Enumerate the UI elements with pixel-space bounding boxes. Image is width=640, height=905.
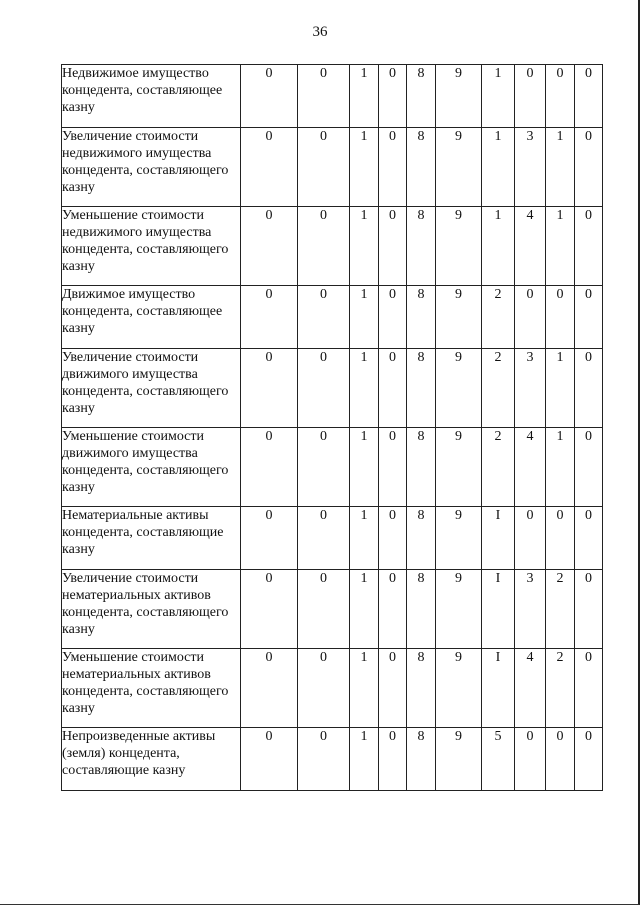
- code-digit: 0: [379, 286, 407, 349]
- code-digit: 9: [436, 349, 482, 428]
- code-digit: 0: [379, 65, 407, 128]
- code-digit: 0: [379, 507, 407, 570]
- code-digit: 0: [546, 507, 575, 570]
- code-digit: 2: [546, 649, 575, 728]
- table-row: [62, 128, 603, 207]
- code-digit: 0: [575, 428, 603, 507]
- table-row: [62, 65, 603, 128]
- code-digit: 0: [575, 649, 603, 728]
- code-digit: 9: [436, 286, 482, 349]
- code-digit: 0: [515, 65, 546, 128]
- row-label: Нематериальные активы концедента, составляющие казну: [62, 507, 241, 570]
- code-digit: 9: [436, 649, 482, 728]
- table-row: [62, 349, 603, 428]
- code-digit: 9: [436, 128, 482, 207]
- code-digit: 9: [436, 428, 482, 507]
- code-digit: 2: [482, 428, 515, 507]
- code-digit: 1: [350, 286, 379, 349]
- code-digit: 8: [407, 507, 436, 570]
- code-digit: 0: [298, 507, 350, 570]
- code-digit: 1: [482, 207, 515, 286]
- code-digit: 0: [298, 428, 350, 507]
- code-digit: 0: [379, 128, 407, 207]
- code-digit: 9: [436, 207, 482, 286]
- code-digit: 0: [379, 207, 407, 286]
- code-digit: 1: [350, 428, 379, 507]
- row-label: Уменьшение стоимости нематериальных активов концедента, составляющего казну: [62, 649, 241, 728]
- row-label: Увеличение стоимости нематериальных активов концедента, составляющего казну: [62, 570, 241, 649]
- code-digit: 0: [241, 286, 298, 349]
- row-label: Недвижимое имущество концедента, составляющее казну: [62, 65, 241, 128]
- code-digit: 0: [379, 728, 407, 791]
- code-digit: 1: [350, 728, 379, 791]
- code-digit: 0: [515, 728, 546, 791]
- code-digit: 2: [482, 286, 515, 349]
- code-digit: 0: [241, 65, 298, 128]
- code-digit: 9: [436, 570, 482, 649]
- code-digit: 1: [350, 507, 379, 570]
- code-digit: 8: [407, 649, 436, 728]
- code-digit: 1: [546, 349, 575, 428]
- code-digit: 4: [515, 428, 546, 507]
- code-digit: 0: [379, 649, 407, 728]
- code-digit: 9: [436, 507, 482, 570]
- table-row: [62, 507, 603, 570]
- code-digit: 0: [575, 65, 603, 128]
- code-digit: 0: [298, 128, 350, 207]
- table-row: [62, 570, 603, 649]
- code-digit: 1: [482, 128, 515, 207]
- code-digit: 1: [350, 128, 379, 207]
- code-digit: 0: [515, 286, 546, 349]
- code-digit: 3: [515, 128, 546, 207]
- code-digit: 0: [575, 286, 603, 349]
- code-digit: I: [482, 570, 515, 649]
- row-label: Уменьшение стоимости недвижимого имущества концедента, составляющего казну: [62, 207, 241, 286]
- code-digit: 1: [350, 649, 379, 728]
- table-row: [62, 207, 603, 286]
- code-digit: 0: [379, 570, 407, 649]
- code-digit: 0: [298, 728, 350, 791]
- code-digit: 0: [575, 728, 603, 791]
- code-digit: 0: [515, 507, 546, 570]
- code-digit: 0: [241, 428, 298, 507]
- code-digit: 3: [515, 349, 546, 428]
- code-digit: 0: [241, 128, 298, 207]
- table-row: [62, 728, 603, 791]
- code-digit: 0: [546, 286, 575, 349]
- code-digit: 2: [546, 570, 575, 649]
- code-digit: 0: [575, 570, 603, 649]
- code-digit: 1: [482, 65, 515, 128]
- table-row: [62, 649, 603, 728]
- code-digit: 0: [298, 570, 350, 649]
- account-codes-table: [61, 64, 603, 791]
- code-digit: 0: [241, 349, 298, 428]
- code-digit: 0: [546, 728, 575, 791]
- code-digit: 1: [350, 207, 379, 286]
- code-digit: 0: [241, 728, 298, 791]
- code-digit: 0: [298, 207, 350, 286]
- code-digit: 0: [241, 570, 298, 649]
- code-digit: 0: [575, 128, 603, 207]
- code-digit: 5: [482, 728, 515, 791]
- code-digit: 1: [546, 428, 575, 507]
- code-digit: 8: [407, 207, 436, 286]
- code-digit: 1: [350, 570, 379, 649]
- code-digit: 0: [241, 507, 298, 570]
- code-digit: 0: [298, 65, 350, 128]
- code-digit: 1: [546, 207, 575, 286]
- code-digit: 0: [379, 349, 407, 428]
- code-digit: 8: [407, 65, 436, 128]
- code-digit: 0: [241, 649, 298, 728]
- code-digit: 3: [515, 570, 546, 649]
- code-digit: 1: [350, 349, 379, 428]
- code-digit: 0: [575, 207, 603, 286]
- code-digit: 8: [407, 286, 436, 349]
- code-digit: 1: [546, 128, 575, 207]
- code-digit: 2: [482, 349, 515, 428]
- code-digit: 0: [575, 349, 603, 428]
- row-label: Непроизведенные активы (земля) концедента, составляющие казну: [62, 728, 241, 791]
- code-digit: 0: [298, 286, 350, 349]
- row-label: Уменьшение стоимости движимого имущества концедента, составляющего казну: [62, 428, 241, 507]
- row-label: Увеличение стоимости недвижимого имущества концедента, составляющего казну: [62, 128, 241, 207]
- code-digit: 0: [298, 649, 350, 728]
- code-digit: 4: [515, 207, 546, 286]
- code-digit: 8: [407, 128, 436, 207]
- code-digit: 8: [407, 570, 436, 649]
- code-digit: 1: [350, 65, 379, 128]
- code-digit: 0: [546, 65, 575, 128]
- code-digit: 8: [407, 428, 436, 507]
- code-digit: 9: [436, 65, 482, 128]
- table-row: [62, 428, 603, 507]
- code-digit: 0: [298, 349, 350, 428]
- code-digit: I: [482, 649, 515, 728]
- code-digit: 9: [436, 728, 482, 791]
- code-digit: 4: [515, 649, 546, 728]
- page-number: 36: [312, 24, 328, 40]
- code-digit: 0: [575, 507, 603, 570]
- code-digit: 0: [379, 428, 407, 507]
- table-row: [62, 286, 603, 349]
- code-digit: I: [482, 507, 515, 570]
- code-digit: 8: [407, 728, 436, 791]
- code-digit: 8: [407, 349, 436, 428]
- code-digit: 0: [241, 207, 298, 286]
- row-label: Движимое имущество концедента, составляющее казну: [62, 286, 241, 349]
- row-label: Увеличение стоимости движимого имущества концедента, составляющего казну: [62, 349, 241, 428]
